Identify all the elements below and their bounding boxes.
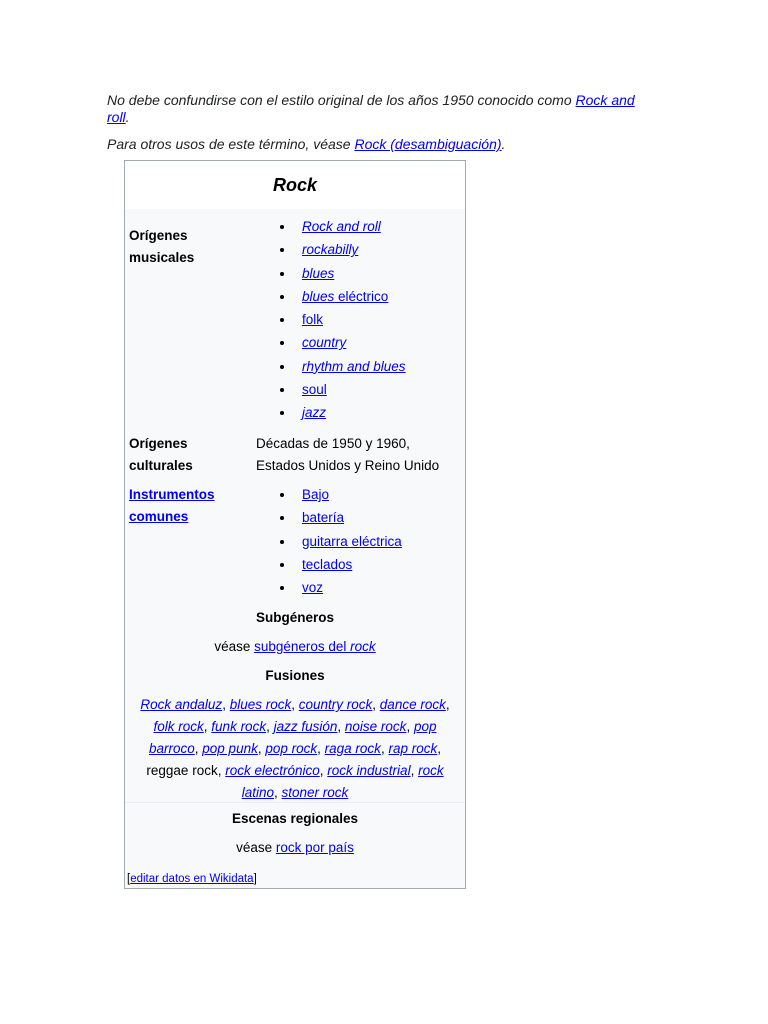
rock-disambiguation-link[interactable]: Rock (desambiguación) (354, 136, 502, 152)
musical-origin-item (275, 378, 406, 401)
instruments-label-link-1[interactable]: Instrumentos (129, 487, 215, 502)
musical-origins-label-line-2: musicales (129, 250, 195, 265)
fusion-link[interactable]: country rock (298, 697, 373, 712)
regional-scenes-header: Escenas regionales (231, 811, 359, 826)
instrument-item (275, 506, 402, 529)
fusion-link[interactable]: stoner rock (281, 785, 349, 800)
fusion-link[interactable]: rap rock (388, 741, 438, 756)
subgenres-link-plain: subgéneros del (254, 639, 351, 654)
regional-prefix: véase (236, 840, 276, 855)
musical-origin-item (275, 401, 406, 424)
hatnote-1-prefix: No debe confundirse con el estilo original de los años 1950 conocido como (107, 92, 576, 108)
fusion-link[interactable]: rock latino (241, 763, 444, 800)
instrument-link[interactable]: guitarra eléctrica (302, 533, 402, 549)
instrument-link[interactable]: batería (302, 510, 345, 526)
instrument-item (275, 483, 402, 506)
wikidata-bracket-open: [ (127, 873, 131, 885)
infobox-title: Rock (125, 161, 465, 209)
fusion-link[interactable]: rock industrial (327, 763, 411, 778)
musical-origin-link[interactable]: blues (302, 265, 335, 281)
musical-origin-link[interactable]: blues (302, 288, 335, 304)
instruments-label-link-2[interactable]: comunes (129, 509, 189, 524)
fusion-link[interactable]: rock electrónico (225, 763, 320, 778)
fusions-list: Rock andaluz, blues rock, country rock, dance rock, folk rock, funk rock, jazz fusión, noise rock, pop barroco, pop punk, pop rock, raga rock, rap rock, reggae rock, rock electrónico, rock industrial, rock latino, stoner rock (140, 697, 450, 800)
cultural-origins-label (129, 433, 239, 477)
musical-origin-link[interactable]: country (302, 335, 347, 351)
musical-origins-label (129, 225, 239, 269)
fusion-link[interactable]: raga rock (324, 741, 381, 756)
fusion-link[interactable]: funk rock (211, 719, 267, 734)
fusion-link[interactable]: Rock andaluz (140, 697, 223, 712)
fusion-text: reggae rock (146, 763, 218, 778)
separator (125, 802, 465, 803)
instrument-item (275, 530, 402, 553)
musical-origin-item (275, 331, 406, 354)
instrument-link[interactable]: teclados (302, 556, 353, 572)
musical-origin-item (275, 308, 406, 331)
musical-origins-list (275, 215, 406, 425)
musical-origin-item (275, 262, 406, 285)
musical-origin-item (275, 215, 406, 238)
hatnote-2-suffix: . (501, 136, 506, 152)
musical-origin-item (275, 238, 406, 261)
fusion-link[interactable]: jazz fusión (273, 719, 338, 734)
subgenres-prefix: véase (214, 639, 255, 654)
fusion-link[interactable]: pop rock (265, 741, 318, 756)
musical-origin-link[interactable]: rockabilly (302, 242, 359, 258)
regional-scenes-line (125, 837, 465, 859)
subgenres-link-italic: rock (350, 639, 376, 654)
musical-origin-link[interactable]: soul (302, 382, 327, 398)
instruments-label (129, 484, 239, 528)
hatnote-disambiguation-2 (107, 136, 667, 153)
cultural-origins-value (256, 433, 462, 477)
musical-origin-link[interactable]: rhythm and blues (302, 358, 406, 374)
cultural-origins-label-line-2: culturales (129, 458, 193, 473)
rock-and-roll-link[interactable]: Rock and roll (107, 92, 635, 125)
subgenres-header: Subgéneros (255, 610, 334, 625)
musical-origin-link[interactable]: folk (302, 312, 324, 328)
fusions-header: Fusiones (265, 668, 325, 683)
instrument-link[interactable]: Bajo (302, 487, 330, 502)
cultural-origins-line-1: Décadas de 1950 y 1960, (256, 436, 410, 451)
musical-origins-label-line-1: Orígenes (129, 228, 188, 243)
musical-origin-item (275, 285, 406, 308)
instrument-item (275, 553, 402, 576)
instruments-list (275, 483, 402, 599)
subgenres-link[interactable] (254, 639, 376, 654)
fusion-link[interactable]: pop barroco (148, 719, 437, 756)
hatnote-1-suffix: . (125, 109, 130, 125)
fusion-link[interactable]: blues rock (229, 697, 292, 712)
subgenres-line (125, 636, 465, 658)
instrument-item (275, 576, 402, 599)
musical-origin-item (275, 355, 406, 378)
wikidata-edit (127, 872, 257, 886)
fusion-link[interactable]: dance rock (379, 697, 446, 712)
rock-by-country-link[interactable]: rock por país (275, 840, 354, 855)
cultural-origins-label-line-1: Orígenes (129, 436, 188, 451)
musical-origin-link[interactable]: jazz (302, 405, 327, 421)
wikidata-bracket-close: ] (253, 873, 257, 885)
infobox (124, 160, 466, 889)
hatnote-2-prefix: Para otros usos de este término, véase (107, 136, 355, 152)
edit-wikidata-link[interactable]: editar datos en Wikidata (130, 873, 254, 885)
fusion-link[interactable]: folk rock (153, 719, 204, 734)
fusion-link[interactable]: noise rock (344, 719, 407, 734)
cultural-origins-line-2: Estados Unidos y Reino Unido (256, 458, 440, 473)
hatnote-disambiguation-1 (107, 92, 657, 126)
musical-origin-link[interactable]: Rock and roll (302, 219, 381, 234)
musical-origin-link-suffix[interactable]: eléctrico (334, 288, 389, 304)
fusion-link[interactable]: pop punk (202, 741, 258, 756)
instrument-link[interactable]: voz (302, 580, 324, 596)
